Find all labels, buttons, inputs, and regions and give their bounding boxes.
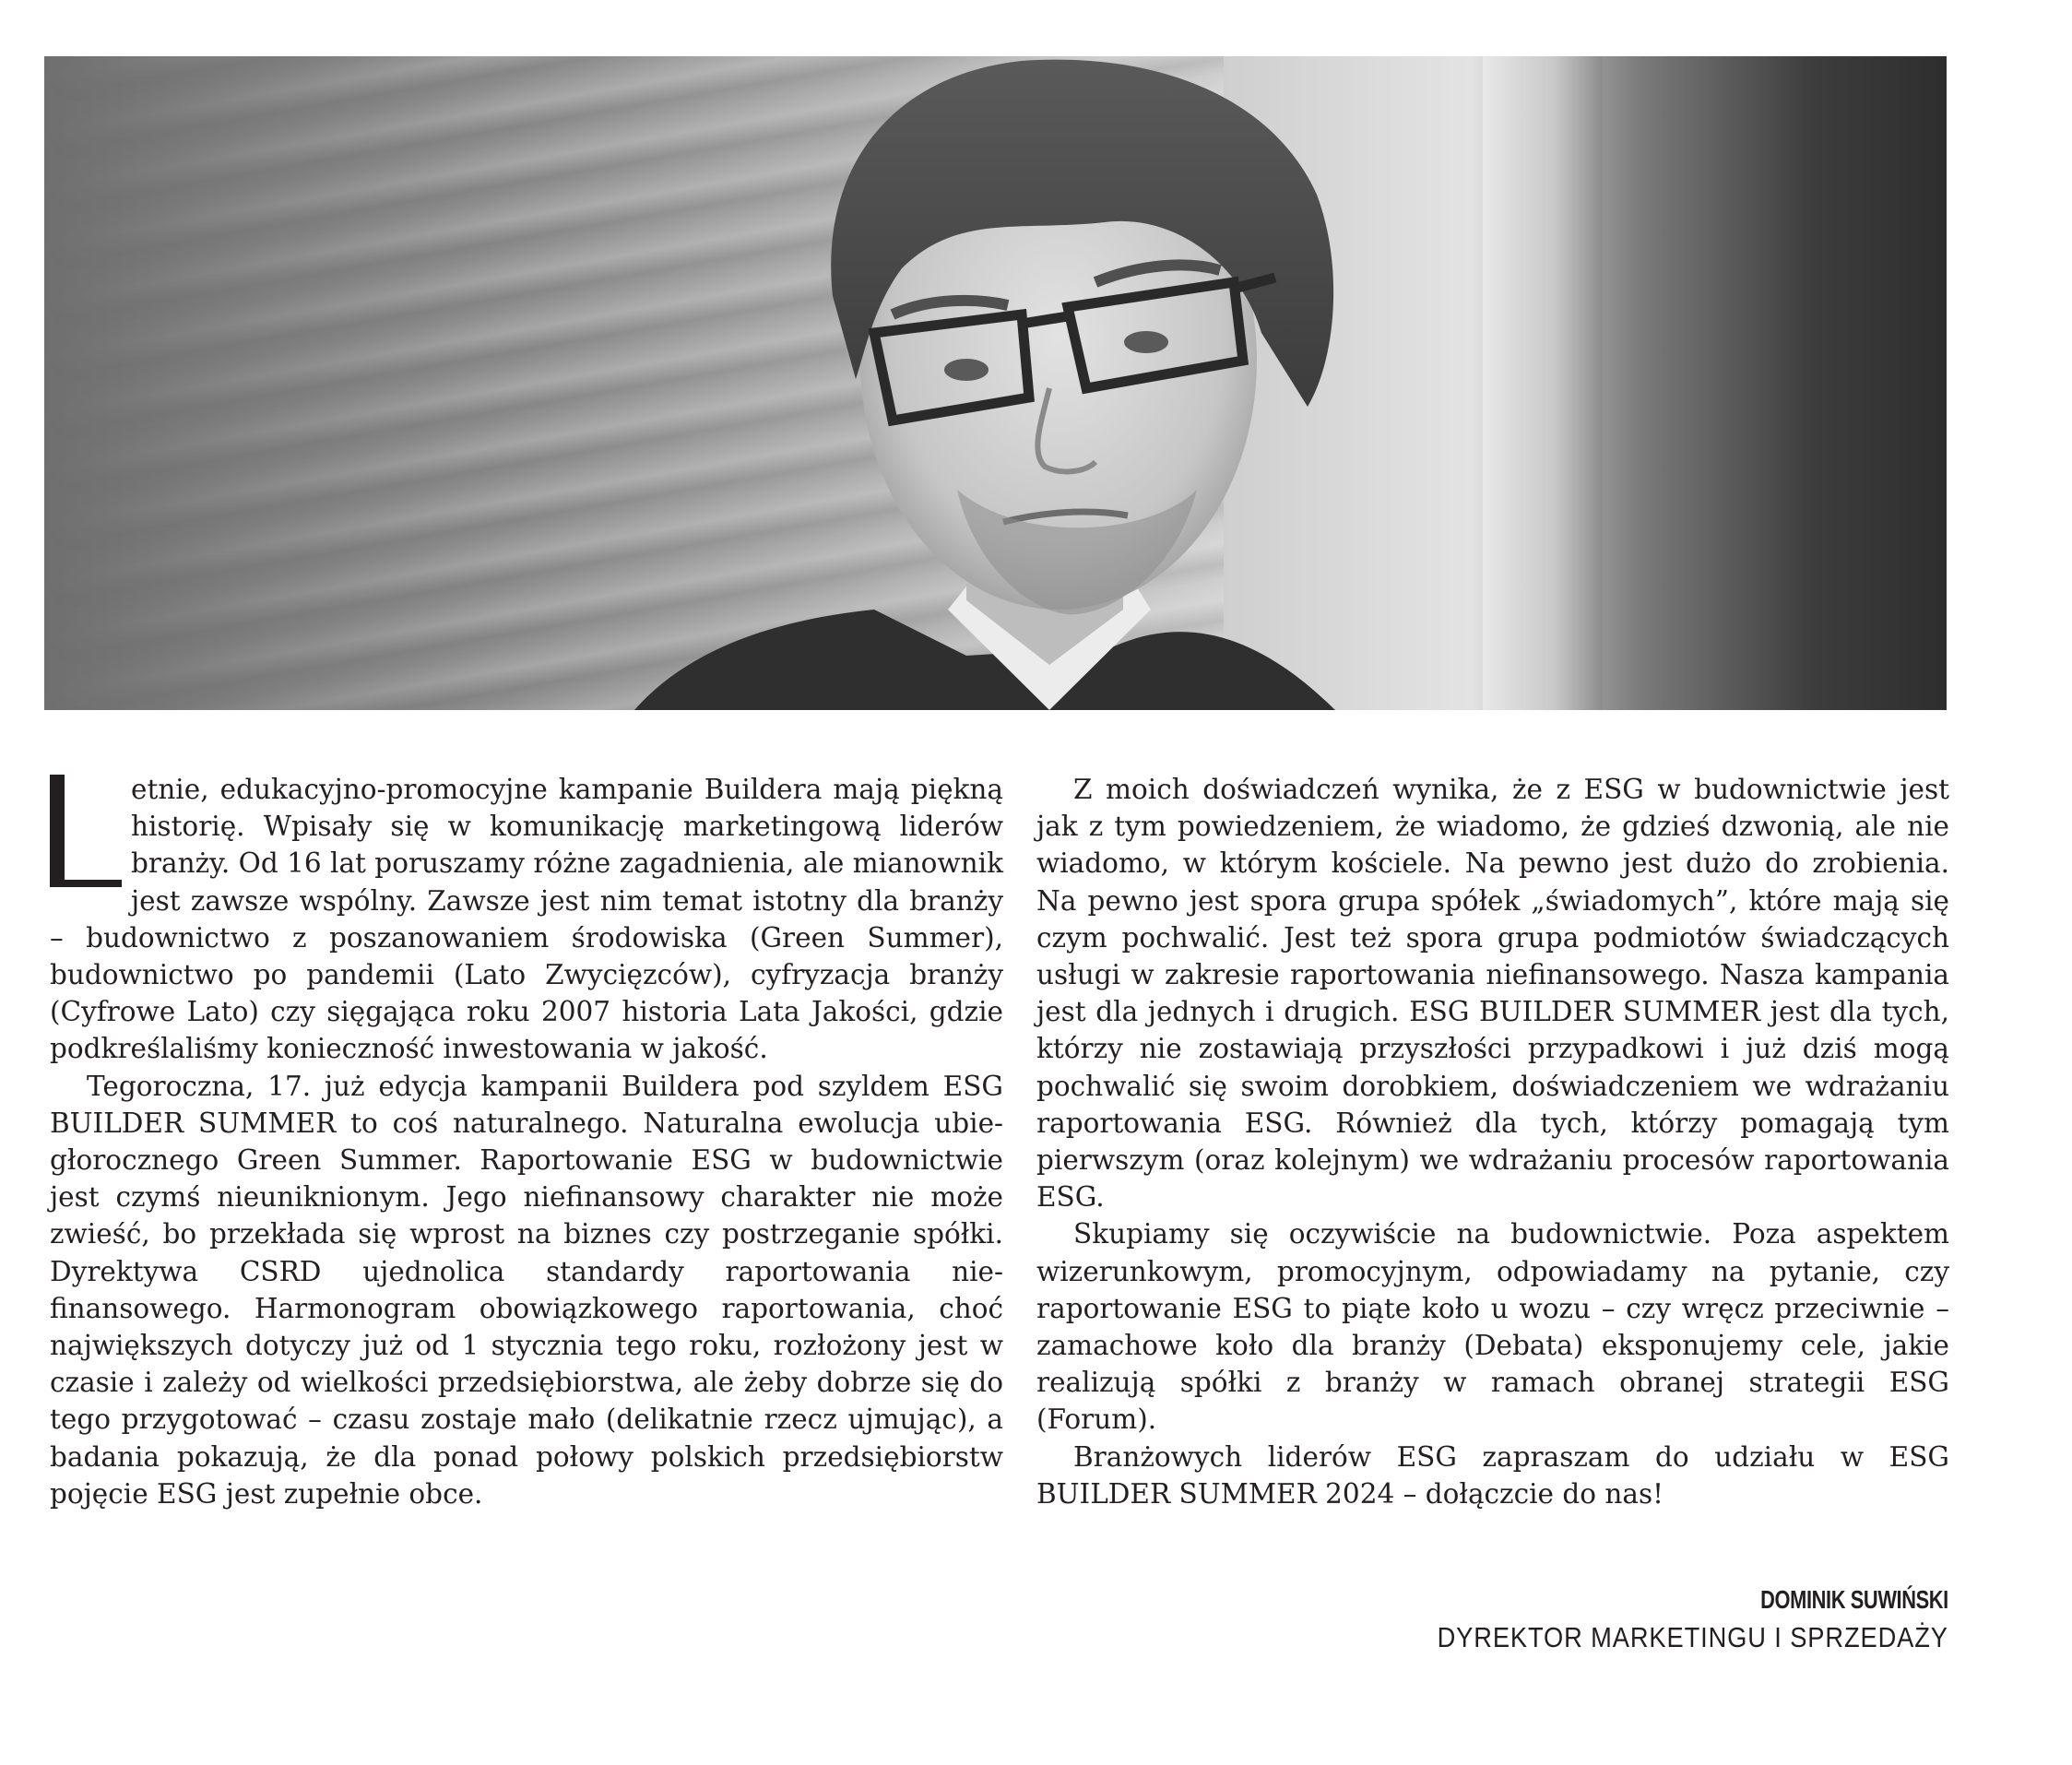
article-paragraph-5: Branżowych liderów ESG zapraszam do udziału w ESG BUILDER SUMMER 2024 – dołączcie do nas! bbox=[1036, 1440, 1949, 1510]
article-paragraph-3: Z moich doświadczeń wynika, że z ESG w budownictwie jest jak z tym powiedzeniem, że wiadomo, że gdzieś dzwonią, ale nie wiadomo, w którym kościele. Na pewno jest dużo do zrobienia. Na pewno jest spora grupa spółek „świadomych”, które mają się czym pochwalić. Jest też spora grupa podmiotów świadczących usługi w zakresie raportowania niefinansowego. Nasza kampania jest dla jednych i drugich. ESG BUILDER SUMMER jest dla tych, którzy nie zostawiają przyszłości przypadkowi i już dziś mogą pochwalić się swoim dorobkiem, doświadczeniem we wdrażaniu raportowania ESG. Również dla tych, którzy pomagają tym pierwszym (oraz kolejnym) we wdrażaniu procesów raportowania ESG. bbox=[1036, 774, 1949, 1214]
drop-cap-stem bbox=[50, 775, 65, 887]
left-eye bbox=[944, 359, 989, 381]
portrait-photo bbox=[44, 56, 1947, 710]
portrait-figure bbox=[44, 56, 1947, 710]
right-eye bbox=[1124, 331, 1168, 353]
article-paragraph-2: Tegoroczna, 17. już edycja kampanii Buildera pod szyldem ESG BUILDER SUMMER to coś naturalnego. Naturalna ewolucja ubiegłorocznego Green Summer. Raportowanie ESG w budownictwie jest czymś nieuniknionym. Jego niefinansowy charakter nie może zwieść, bo przekłada się wprost na biznes czy postrzeganie spółki. Dyrektywa CSRD ujednolica standardy raportowania niefinansowego. Harmonogram obowiązkowego raportowania, choć największych dotyczy już od 1 stycznia tego roku, rozłożony jest w czasie i zależy od wielkości przedsiębiorstwa, ale żeby dobrze się do tego przygotować – czasu zostaje mało (delikatnie rzecz ujmując), a badania pokazują, że dla ponad połowy polskich przedsiębiorstw pojęcie ESG jest zupełnie obce. bbox=[50, 1070, 1003, 1510]
article-left-column bbox=[50, 771, 1003, 1512]
author-role: DYREKTOR MARKETINGU I SPRZEDAŻY bbox=[1437, 1621, 1948, 1653]
article-right-column bbox=[1036, 771, 1949, 1512]
paragraph-text: etnie, edukacyjno-promocyjne kampanie Buildera mają piękną historię. Wpisały się w komunikację marketingową liderów branży. Od 16 lat poruszamy różne zagadnienia, ale mianownik jest zawsze wspólny. Zawsze jest nim temat istotny dla branży – budownictwo z poszanowaniem środowiska (Green Summer), budownictwo po pandemii (Lato Zwycięzców), cyfryzacja branży (Cyfrowe Lato) czy sięgająca roku 2007 historia Lata Jakości, gdzie podkreślaliśmy konieczność inwestowania w jakość. bbox=[50, 774, 1003, 1065]
drop-cap-foot bbox=[50, 880, 122, 887]
author-name: DOMINIK SUWIŃSKI bbox=[1760, 1585, 1948, 1614]
article-paragraph-4: Skupiamy się oczywiście na budownictwie. Poza aspektem wizerunkowym, promocyjnym, odpowiadamy na pytanie, czy raportowanie ESG to piąte koło u wozu – czy wręcz przeciwnie – zamachowe koło dla branży (Debata) eksponujemy cele, jakie realizują spółki z branży w ramach obranej strategii ESG (Forum). bbox=[1036, 1218, 1949, 1436]
drop-cap bbox=[50, 775, 122, 887]
author-signature bbox=[1368, 1584, 1948, 1656]
article-paragraph-1 bbox=[50, 771, 1003, 1068]
